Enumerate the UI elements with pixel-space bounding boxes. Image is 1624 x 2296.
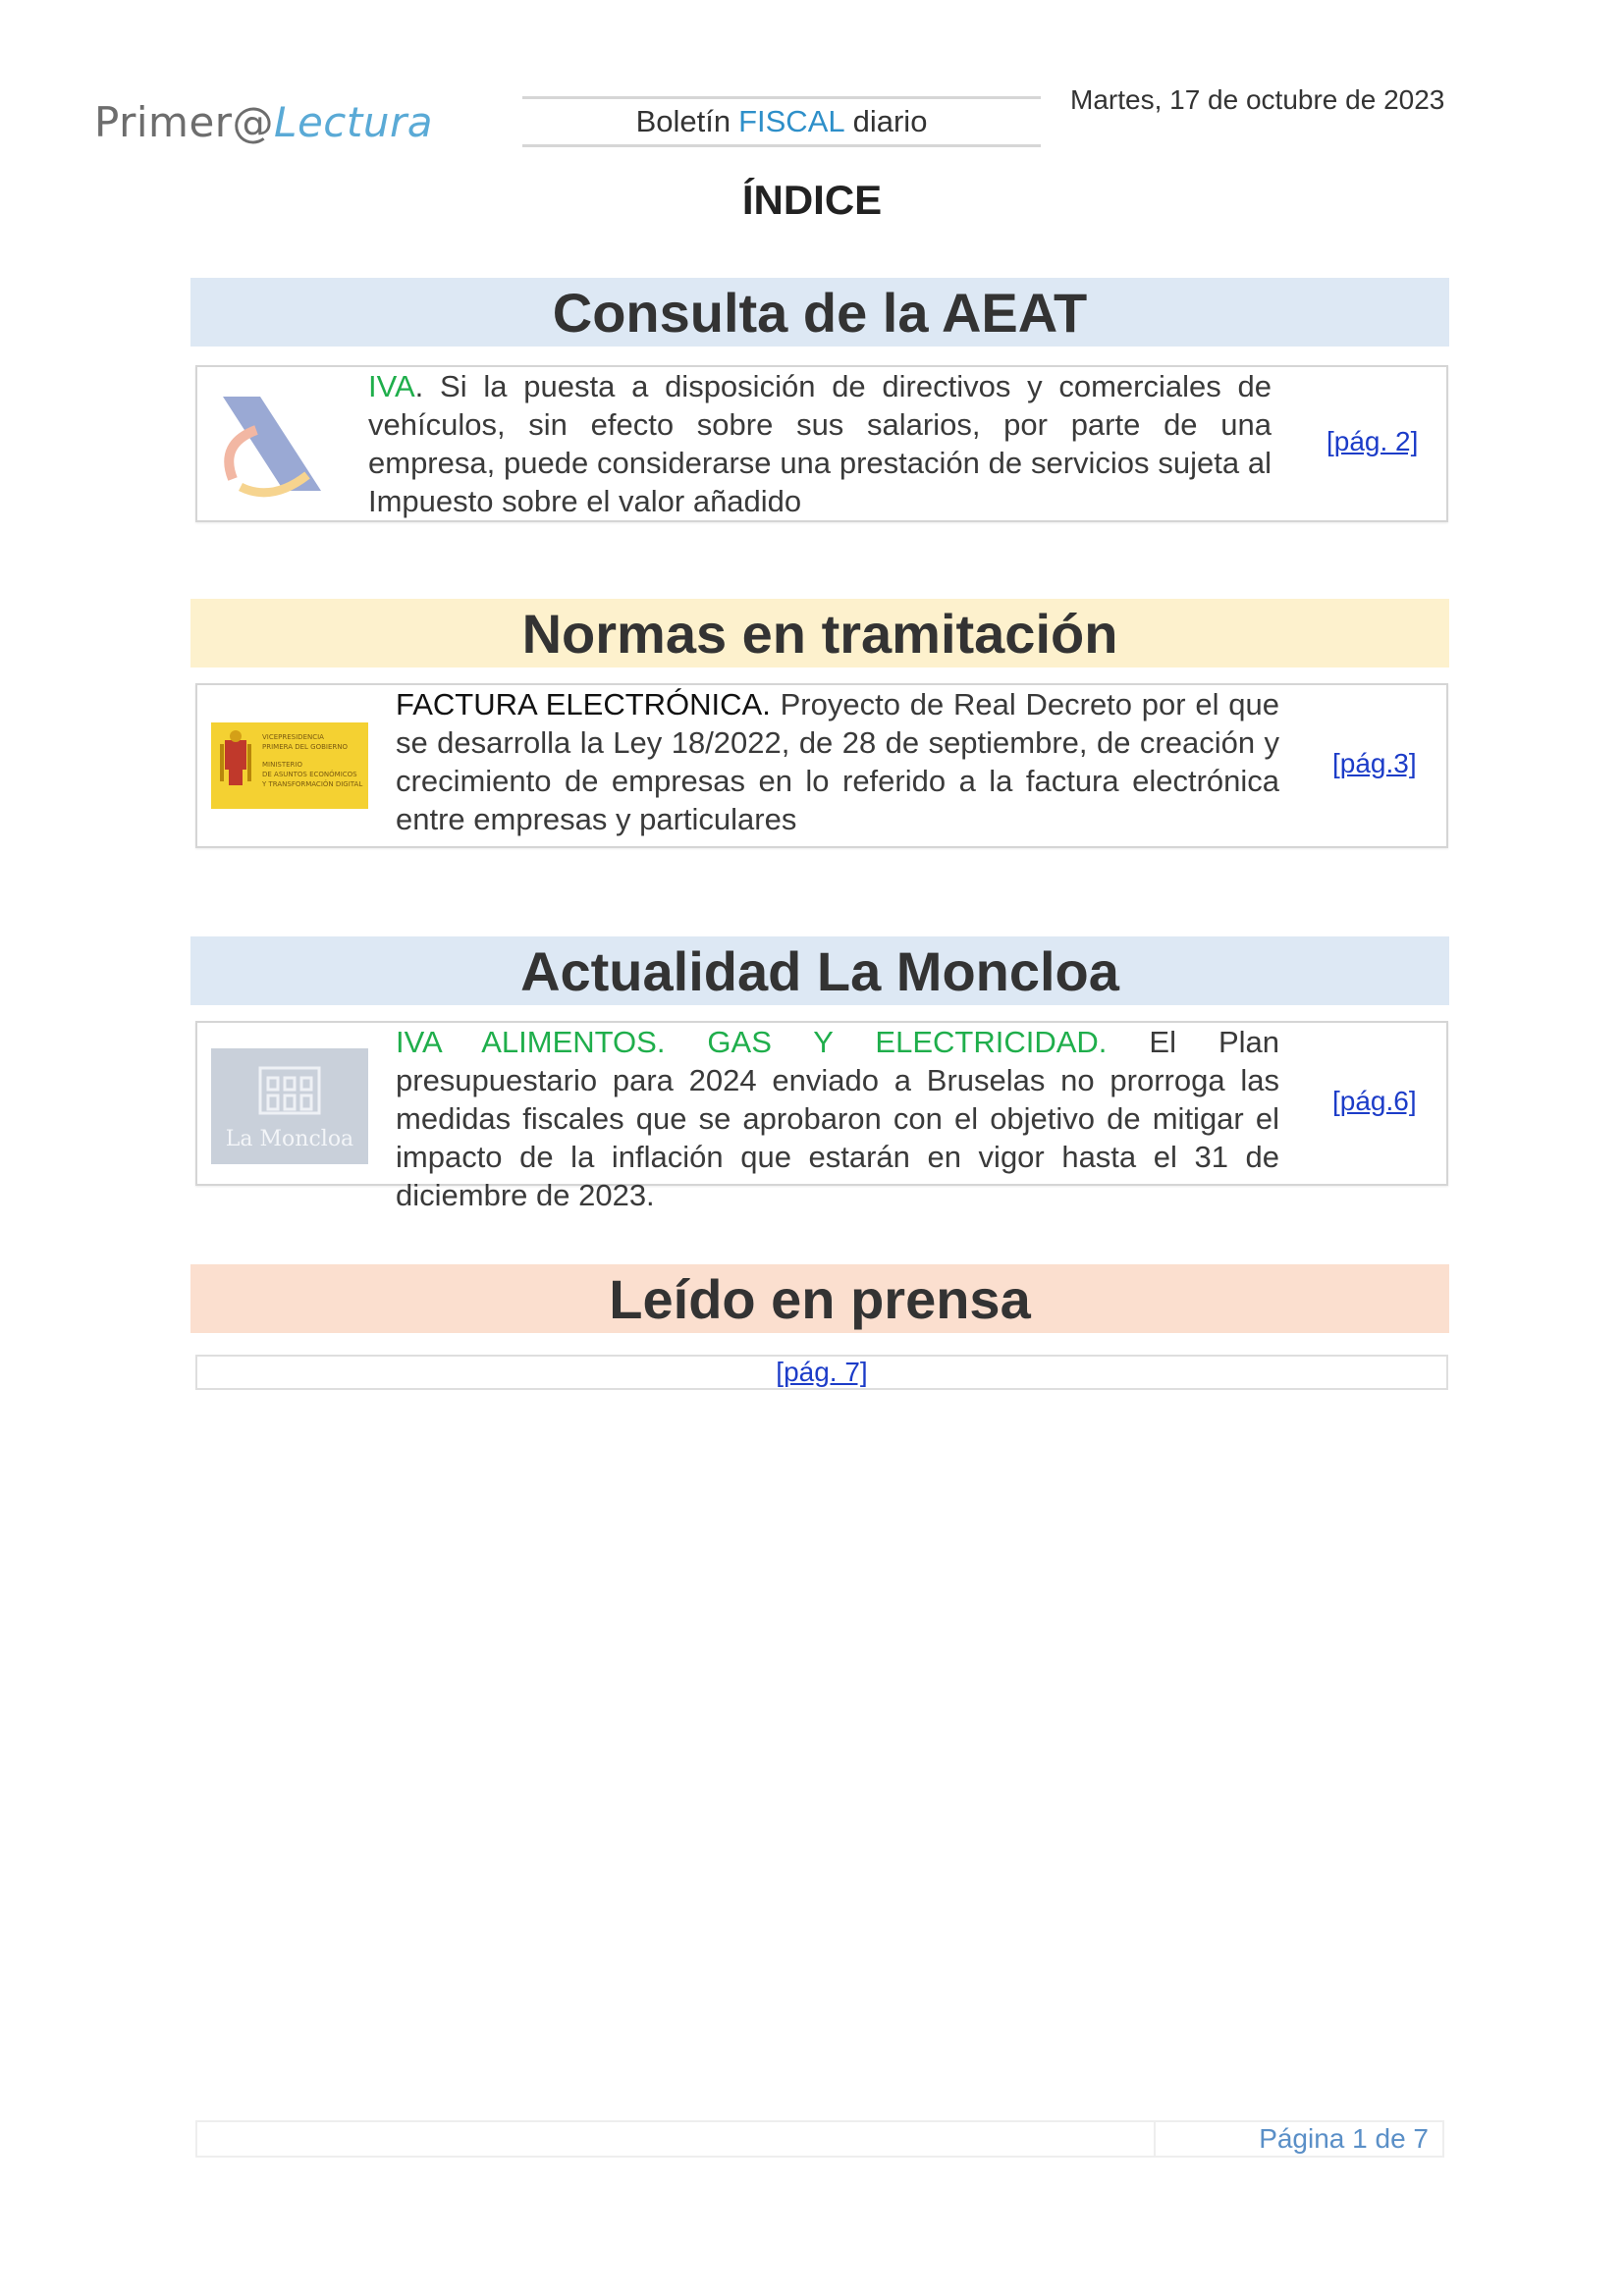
entry-moncloa-text	[396, 1023, 1279, 1214]
ministerio-logo-icon	[211, 722, 368, 809]
aeat-logo-icon	[213, 385, 331, 503]
bulletin-accent: FISCAL	[738, 104, 845, 138]
entry-normas-highlight: FACTURA ELECTRÓNICA.	[396, 687, 771, 721]
page-link-7[interactable]: [pág. 7]	[776, 1357, 868, 1387]
entry-moncloa-body: El Plan presupuestario para 2024 enviado a Bruselas no prorroga las medidas fiscales que se aprobaron con el objetivo de mitigar el impacto de la inflación que estarán en vigor hasta el 31 de diciembre de 2023.	[396, 1025, 1279, 1212]
entry-aeat	[195, 365, 1448, 522]
bulletin-title	[522, 96, 1041, 147]
primera-lectura-logo	[94, 98, 433, 146]
index-title: ÍNDICE	[741, 177, 883, 223]
entry-prensa	[195, 1355, 1448, 1390]
moncloa-logo-icon	[211, 1048, 368, 1164]
entry-normas-body: Proyecto de Real Decreto por el que se desarrolla la Ley 18/2022, de 28 de septiembre, de creación y crecimiento de empresas en lo referido a la factura electrónica entre empresas y particulares	[396, 687, 1279, 836]
moncloa-logo-text: La Moncloa	[225, 1127, 354, 1151]
ministerio-line-5: Y TRANSFORMACIÓN DIGITAL	[262, 780, 363, 788]
ministerio-line-4: DE ASUNTOS ECONÓMICOS	[262, 771, 357, 778]
entry-normas-text	[396, 685, 1279, 838]
section-title-normas: Normas en tramitación	[190, 599, 1449, 667]
section-title-aeat: Consulta de la AEAT	[190, 278, 1449, 347]
ministerio-line-2: PRIMERA DEL GOBIERNO	[262, 743, 348, 751]
entry-moncloa-highlight: IVA ALIMENTOS. GAS Y ELECTRICIDAD.	[396, 1025, 1108, 1059]
entry-aeat-text	[368, 367, 1272, 520]
bulletin-suffix: diario	[852, 104, 928, 138]
section-title-moncloa: Actualidad La Moncloa	[190, 936, 1449, 1005]
logo-lectura: Lectura	[274, 98, 433, 146]
bulletin-date: Martes, 17 de octubre de 2023	[1070, 84, 1445, 115]
footer-divider	[1154, 2122, 1156, 2156]
entry-aeat-highlight: IVA	[368, 369, 415, 403]
page-footer	[195, 2120, 1444, 2158]
entry-aeat-body: . Si la puesta a disposición de directivos y comerciales de vehículos, sin efecto sobre sus salarios, por parte de una empresa, puede considerarse una prestación de servicios sujeta al Impuesto sobre el valor añadido	[368, 369, 1272, 518]
page-number: Página 1 de 7	[1259, 2123, 1429, 2154]
entry-moncloa	[195, 1021, 1448, 1212]
logo-primer: Primer@	[94, 98, 275, 146]
page-link-6[interactable]: [pág.6]	[1332, 1086, 1417, 1116]
ministerio-line-1: VICEPRESIDENCIA	[262, 733, 324, 741]
ministerio-line-3: MINISTERIO	[262, 761, 302, 769]
entry-normas	[195, 683, 1448, 848]
section-title-prensa: Leído en prensa	[190, 1264, 1449, 1333]
page-link-3[interactable]: [pág.3]	[1332, 748, 1417, 778]
page-link-2[interactable]: [pág. 2]	[1326, 426, 1419, 456]
bulletin-prefix: Boletín	[635, 104, 731, 138]
